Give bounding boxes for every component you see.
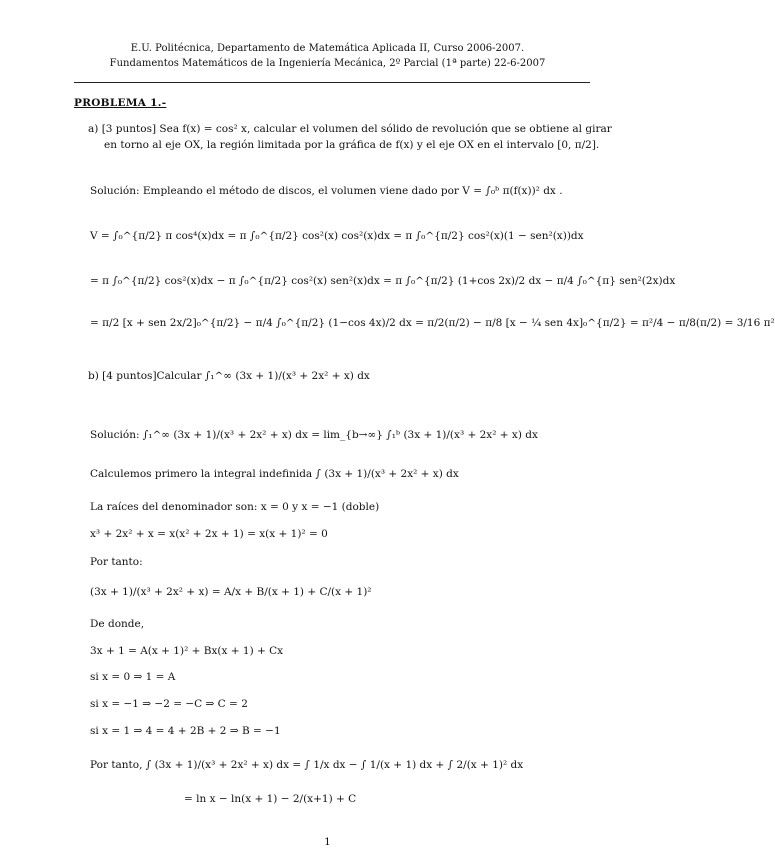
part-b-identity: 3x + 1 = A(x + 1)² + Bx(x + 1) + Cx [90,645,284,657]
part-b-indefinite: Calculemos primero la integral indefinida ∫ (3x + 1)/(x³ + 2x² + x) dx [90,468,459,480]
part-a-step-1: V = ∫₀^{π/2} π cos⁴(x)dx = π ∫₀^{π/2} cos²(x) cos²(x)dx = π ∫₀^{π/2} cos²(x)(1 − sen²(x))dx [90,230,584,242]
part-b-solution: Solución: ∫₁^∞ (3x + 1)/(x³ + 2x² + x) dx = lim_{b→∞} ∫₁ᵇ (3x + 1)/(x³ + 2x² + x) dx [90,429,538,441]
problem-title: PROBLEMA 1.- [74,97,167,109]
part-a-statement-2: en torno al eje OX, la región limitada por la gráfica de f(x) y el eje OX en el intervalo [0, π/2]. [104,139,600,151]
part-b-factor: x³ + 2x² + x = x(x² + 2x + 1) = x(x + 1)² = 0 [90,528,328,540]
part-b-case-2: si x = −1 ⇒ −2 = −C ⇒ C = 2 [90,698,248,710]
page-number: 1 [324,836,331,848]
part-b-statement: b) [4 puntos]Calcular ∫₁^∞ (3x + 1)/(x³ + 2x² + x) dx [88,370,370,382]
part-b-por-tanto-1: Por tanto: [90,556,143,568]
part-b-de-donde: De donde, [90,618,145,630]
header-line-2: Fundamentos Matemáticos de la Ingeniería Mecánica, 2º Parcial (1ª parte) 22-6-2007 [109,58,546,69]
part-b-por-tanto-2: Por tanto, ∫ (3x + 1)/(x³ + 2x² + x) dx = ∫ 1/x dx − ∫ 1/(x + 1) dx + ∫ 2/(x + 1)² dx [90,759,524,771]
header-rule [74,82,590,83]
part-a-solution-intro: Solución: Empleando el método de discos, el volumen viene dado por V = ∫₀ᵇ π(f(x))² dx . [90,185,563,197]
part-b-case-3: si x = 1 ⇒ 4 = 4 + 2B + 2 ⇒ B = −1 [90,725,281,737]
part-a-step-3: = π/2 [x + sen 2x/2]₀^{π/2} − π/4 ∫₀^{π/2} (1−cos 4x)/2 dx = π/2(π/2) − π/8 [x − ¼ sen 4x]₀^{π/2} = π²/4 − π/8(π/2) = 3/16 π² [90,317,775,329]
part-b-case-1: si x = 0 ⇒ 1 = A [90,671,176,683]
part-b-partial-fractions: (3x + 1)/(x³ + 2x² + x) = A/x + B/(x + 1) + C/(x + 1)² [90,586,372,598]
part-a-statement-1: a) [3 puntos] Sea f(x) = cos² x, calcular el volumen del sólido de revolución que se obtiene al girar [88,123,612,135]
part-b-result: = ln x − ln(x + 1) − 2/(x+1) + C [184,793,357,805]
header-line-1: E.U. Politécnica, Departamento de Matemática Aplicada II, Curso 2006-2007. [130,43,525,54]
part-b-roots: La raíces del denominador son: x = 0 y x = −1 (doble) [90,501,380,513]
part-a-step-2: = π ∫₀^{π/2} cos²(x)dx − π ∫₀^{π/2} cos²(x) sen²(x)dx = π ∫₀^{π/2} (1+cos 2x)/2 dx − π/4 ∫₀^{π} sen²(2x)dx [90,275,676,287]
